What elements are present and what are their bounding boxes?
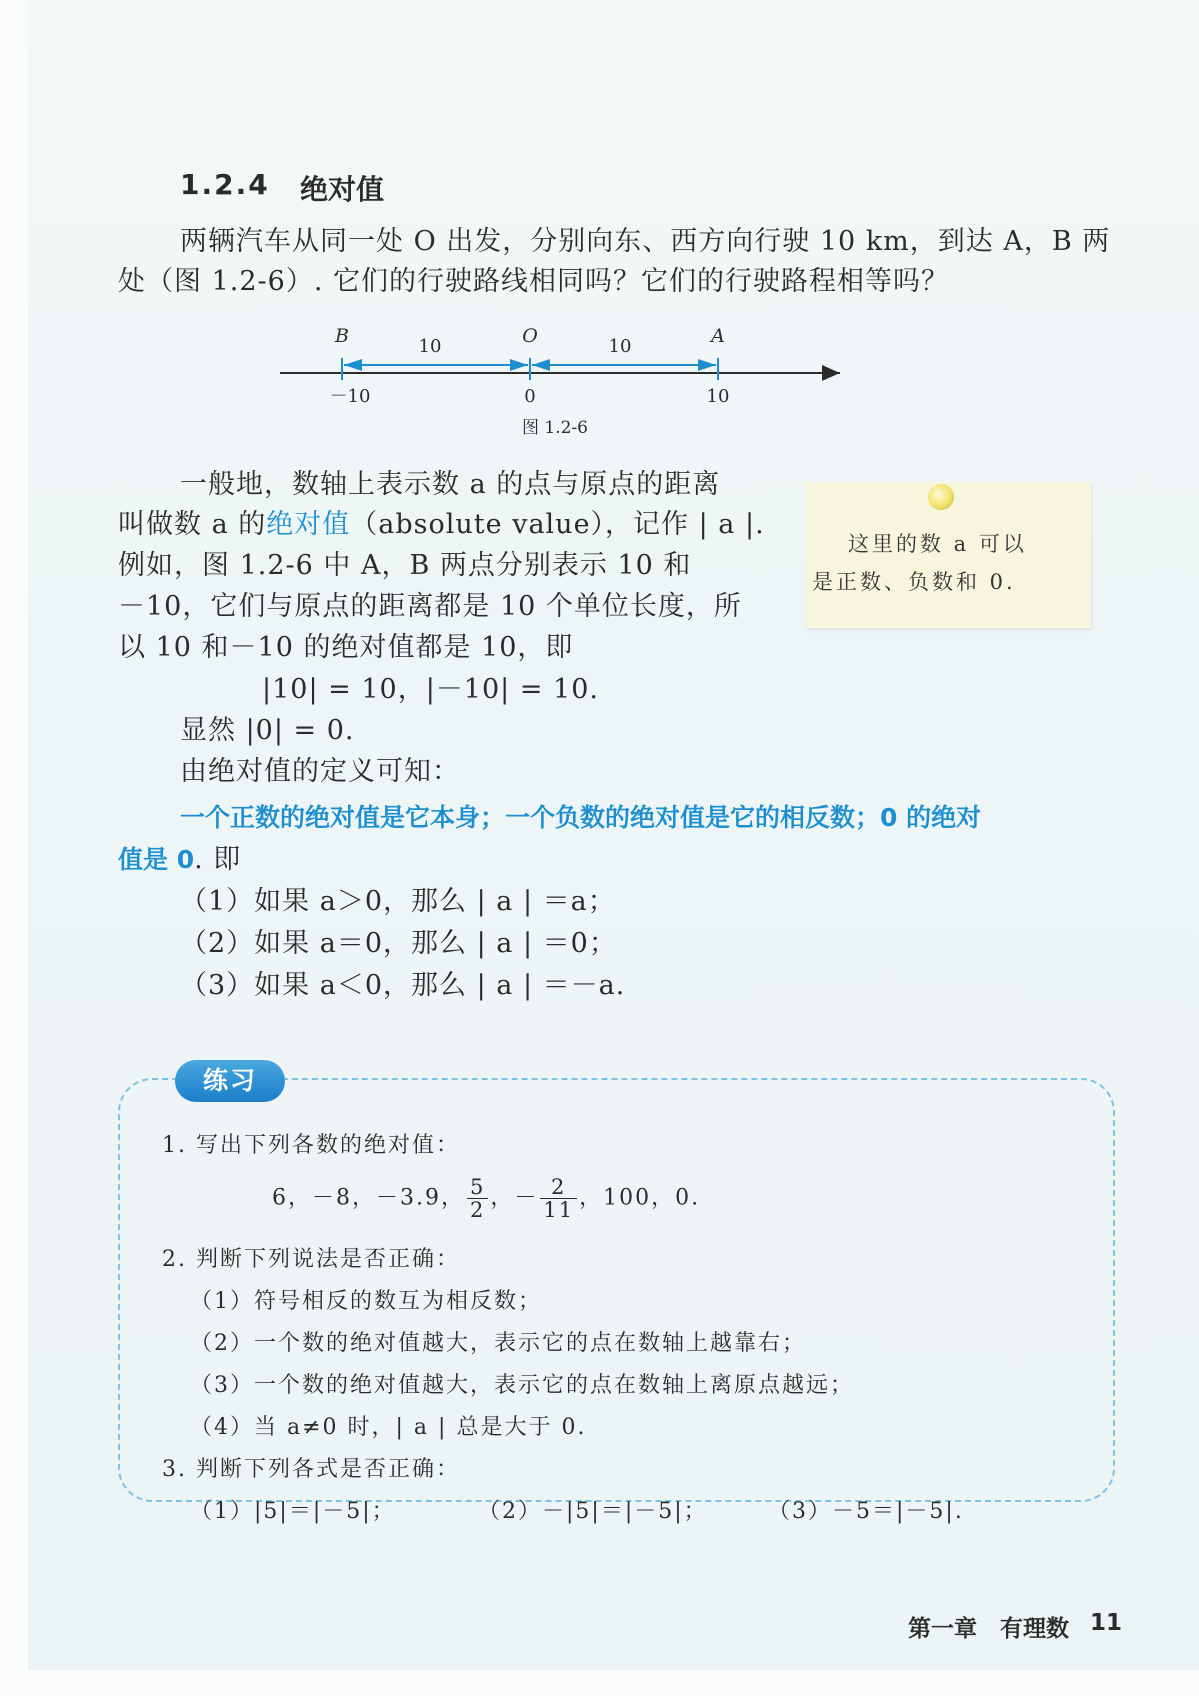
figure-caption: 图 1.2-6 [522,418,588,438]
margin-note-line-2: 是正数、负数和 0. [812,570,1016,594]
exercise-q3-item-3: （3）－5＝|－5|. [768,1499,964,1524]
def-line-5: 以 10 和－10 的绝对值都是 10，即 [118,632,574,663]
tick-label-neg10: －10 [329,386,371,407]
exercise-q2: 2. 判断下列说法是否正确： [162,1247,460,1272]
fraction-2-11: $\frac{2}{11}$ [540,1176,577,1221]
def-formula: |10| = 10，|－10| = 10. [262,674,599,705]
number-line-figure [280,318,860,458]
label-b: B [335,325,349,347]
exercise-q3-item-1: （1）|5|＝|－5|； [190,1499,396,1524]
footer-chapter: 第一章 有理数 [908,1616,1069,1642]
exercise-q1: 1. 写出下列各数的绝对值： [162,1133,460,1158]
exercise-q2-item-2: （2）一个数的绝对值越大，表示它的点在数轴上越靠右； [190,1331,806,1356]
exercise-q2-item-3: （3）一个数的绝对值越大，表示它的点在数轴上离原点越远； [190,1373,854,1398]
segment-label-oa: 10 [608,336,632,357]
tick-label-0: 0 [524,386,536,407]
exercise-q2-item-1: （1）符号相反的数互为相反数； [190,1289,542,1314]
case-3: （3）如果 a＜0，那么 | a | ＝－a. [180,970,626,1001]
def-from-definition: 由绝对值的定义可知： [180,756,460,787]
margin-note-line-1: 这里的数 a 可以 [848,532,1027,556]
intro-line-1: 两辆汽车从同一处 O 出发，分别向东、西方向行驶 10 km，到达 A，B 两 [180,226,1111,257]
case-2: （2）如果 a＝0，那么 | a | ＝0； [180,928,617,959]
segment-label-bo: 10 [418,336,442,357]
tick-label-10: 10 [706,386,730,407]
exercise-q1-numbers: 6，－8，－3.9， $\frac{5}{2}$ ，－ $\frac{2}{11}$ ，100，0. [272,1175,701,1222]
case-1: （1）如果 a＞0，那么 | a | ＝a； [180,886,616,917]
term-absolute-value: 绝对值 [266,509,351,540]
footer-page-number: 11 [1090,1610,1123,1636]
def-line-2: 叫做数 a 的绝对值（absolute value），记作 | a |. [118,509,765,540]
label-o: O [522,325,538,347]
exercise-q3-item-2: （2）－|5|＝|－5|； [478,1499,708,1524]
rule-line-1: 一个正数的绝对值是它本身；一个负数的绝对值是它的相反数；0 的绝对 [180,803,982,832]
note-pin-icon [928,484,954,510]
fraction-5-2: $\frac{5}{2}$ [467,1176,488,1221]
def-line-3: 例如，图 1.2-6 中 A，B 两点分别表示 10 和 [118,550,692,581]
exercise-q2-item-4: （4）当 a≠0 时，| a | 总是大于 0. [190,1415,587,1440]
section-title: 绝对值 [300,173,385,206]
rule-line-2: 值是 0. 即 [118,844,242,875]
section-number: 1.2.4 [180,168,270,201]
def-line-4: －10，它们与原点的距离都是 10 个单位长度，所 [118,591,742,622]
exercise-q3: 3. 判断下列各式是否正确： [162,1457,460,1482]
def-line-1: 一般地，数轴上表示数 a 的点与原点的距离 [180,469,721,500]
intro-line-2: 处（图 1.2-6）. 它们的行驶路线相同吗？它们的行驶路程相等吗？ [118,266,949,297]
def-obvious: 显然 |0| = 0. [180,715,355,746]
exercise-tag: 练习 [175,1060,285,1102]
label-a: A [711,325,725,347]
